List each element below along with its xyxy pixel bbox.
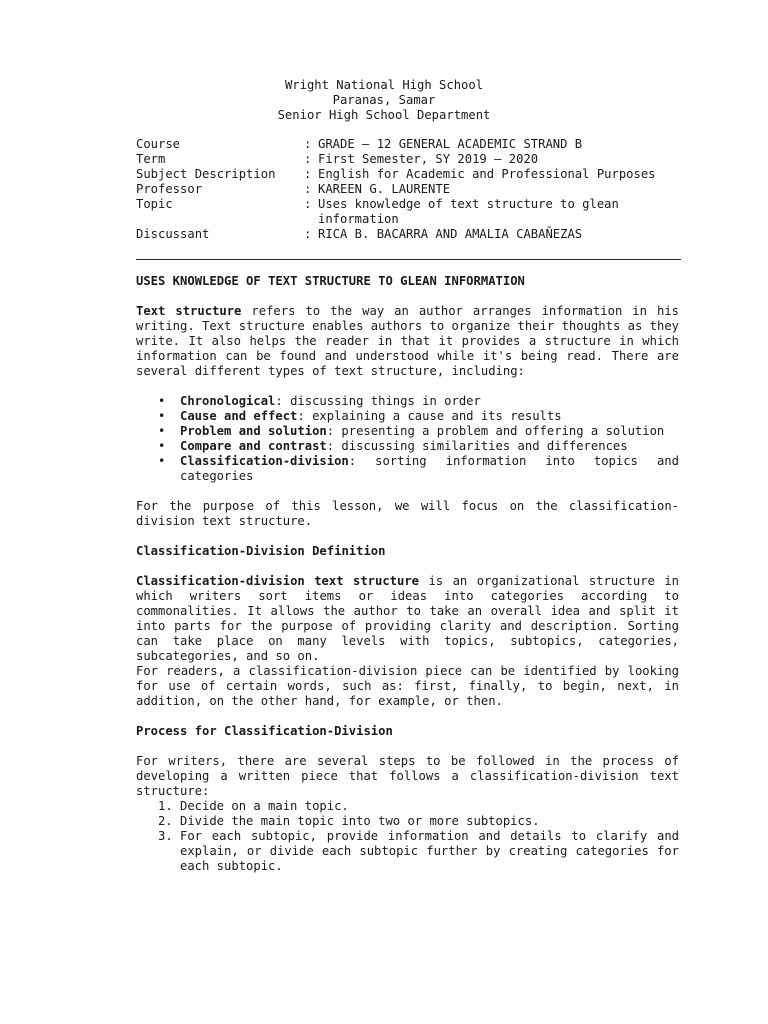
info-value: First Semester, SY 2019 – 2020 [318,152,539,166]
type-term: Cause and effect [180,409,298,423]
list-item [180,454,679,484]
info-value: GRADE – 12 GENERAL ACADEMIC STRAND B [318,137,583,151]
definition-text: is an organizational structure in which writers sort items or ideas into categories according to commonalities. It allows the author to take an overall idea and split it into parts for the purpose of providing clarity and description. Sorting can take place on many levels with topics, subtopics, categories, subcategories, and so on. [136,574,679,663]
info-row-subject [136,167,681,182]
process-intro-paragraph: For writers, there are several steps to be followed in the process of developing a written piece that follows a classification-division text structure: [136,754,679,798]
type-text: : sorting information into topics and categories [180,454,679,483]
type-text: : presenting a problem and offering a solution [326,424,665,438]
school-name: Wright National High School [284,78,484,92]
info-row-topic [136,197,681,227]
info-label: Term [136,152,166,166]
info-colon: : [304,167,312,181]
list-item [158,799,679,814]
step-text: Decide on a main topic. [180,799,349,813]
list-item [158,814,679,829]
main-title: USES KNOWLEDGE OF TEXT STRUCTURE TO GLEAN INFORMATION [136,274,525,288]
process-steps-list [136,799,679,874]
info-label: Professor [136,182,203,196]
process-heading: Process for Classification-Division [136,724,393,738]
type-term: Compare and contrast [180,439,327,453]
step-number: 3. [158,829,173,843]
list-item [180,424,679,439]
list-item [180,409,679,424]
info-value: English for Academic and Professional Purposes [318,167,656,181]
type-term: Problem and solution [180,424,327,438]
info-colon: : [304,227,312,241]
step-text: For each subtopic, provide information and details to clarify and explain, or divide each subtopic further by creating categories for each subtopic. [180,829,679,873]
info-colon: : [304,197,312,211]
type-text: : explaining a cause and its results [297,409,562,423]
info-colon: : [304,182,312,196]
type-text: : discussing things in order [275,394,481,408]
info-row-term [136,152,681,167]
type-term: Chronological [180,394,276,408]
focus-paragraph: For the purpose of this lesson, we will focus on the classification-division text structure. [136,499,679,528]
document-body [136,274,679,874]
definition-term: Classification-division text structure [136,574,420,588]
intro-paragraph [136,304,679,379]
step-number: 1. [158,799,173,813]
info-label: Discussant [136,227,210,241]
info-colon: : [304,137,312,151]
info-value: Uses knowledge of text structure to glean information [318,197,619,226]
type-term: Classification-division [180,454,349,468]
info-colon: : [304,152,312,166]
info-label: Topic [136,197,173,211]
info-row-course [136,137,681,152]
intro-term: Text structure [136,304,242,318]
school-location: Paranas, Samar [332,93,436,107]
list-item [158,829,679,874]
definition-paragraph [136,574,679,664]
info-row-discussant [136,227,681,242]
header-divider [136,259,681,260]
course-info [136,137,681,242]
step-number: 2. [158,814,173,828]
info-label: Subject Description [136,167,276,181]
type-text: : discussing similarities and differences [326,439,628,453]
intro-text: refers to the way an author arranges information in his writing. Text structure enables authors to organize their thoughts as they write. It also helps the reader in that it provides a structure in which information can be found and understood while it's being read. There are several different types of text structure, including: [136,304,679,378]
list-item [180,394,679,409]
readers-paragraph: For readers, a classification-division piece can be identified by looking for use of certain words, such as: first, finally, to begin, next, in addition, on the other hand, for example, or then. [136,664,679,708]
list-item [180,439,679,454]
info-label: Course [136,137,181,151]
info-value: KAREEN G. LAURENTE [318,182,451,196]
info-row-professor [136,182,681,197]
info-value: RICA B. BACARRA AND AMALIA CABAÑEZAS [318,227,583,241]
text-structure-types-list [136,394,679,484]
definition-heading: Classification-Division Definition [136,544,386,558]
school-header [0,78,768,123]
department-name: Senior High School Department [277,108,491,122]
step-text: Divide the main topic into two or more subtopics. [180,814,540,828]
